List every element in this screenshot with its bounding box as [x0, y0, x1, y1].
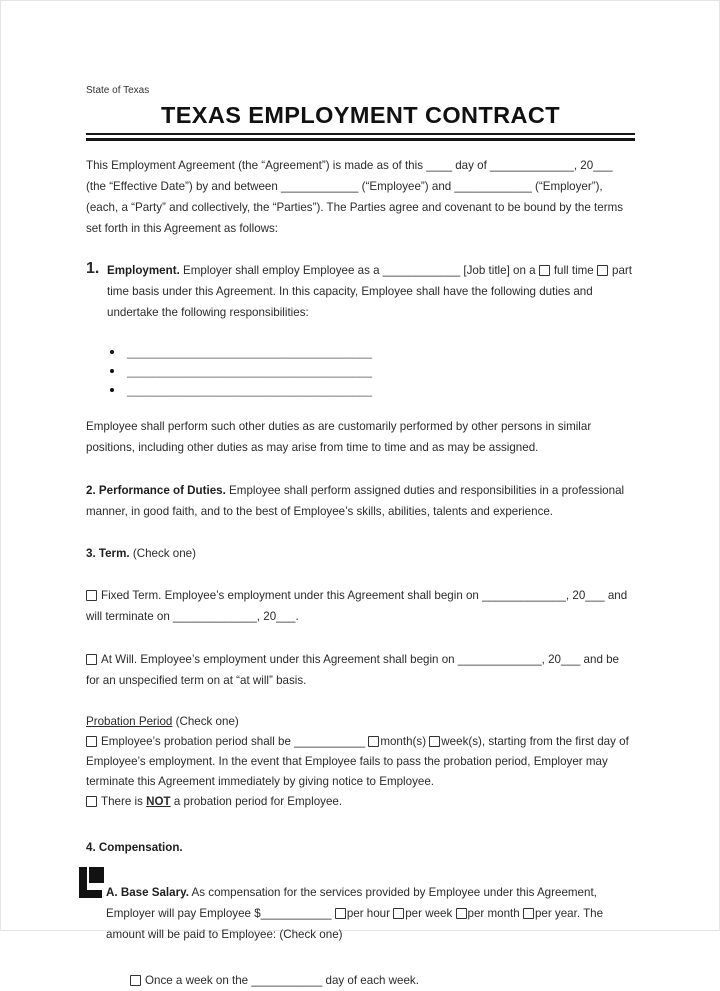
once-a-week-label: Once a week on the ___________ day of each week.	[145, 974, 419, 987]
term-check-one-label: (Check one)	[132, 547, 196, 560]
full-time-label: full time	[553, 264, 594, 277]
checkbox-fixed-term[interactable]	[86, 590, 97, 601]
months-label: month(s)	[380, 735, 427, 748]
duties-list	[110, 347, 635, 397]
employment-closing-paragraph: Employee shall perform such other duties as are customarily performed by other persons in similar positions, including other duties as may arise from time to time and as may be assigned.	[86, 420, 592, 454]
per-month-label: per month	[467, 907, 520, 920]
bullet-icon	[110, 350, 114, 354]
at-will-option	[86, 649, 635, 691]
probation-heading: Probation Period	[86, 715, 173, 728]
duty-blank-line[interactable]: ______________________________________	[127, 346, 373, 359]
fixed-term-label: Fixed Term.	[101, 589, 162, 602]
section-compensation-heading-row	[86, 837, 635, 858]
duty-blank-line[interactable]: ______________________________________	[127, 365, 373, 378]
section-term-heading: 3. Term.	[86, 547, 130, 560]
checkbox-probation-duration[interactable]	[86, 736, 97, 747]
checkbox-per-hour[interactable]	[335, 908, 346, 919]
once-a-week-option	[130, 970, 635, 991]
performance-text: Employee shall perform assigned duties and responsibilities in a professional manner, in good faith, and to the best of Employee’s skills, abilities, talents and experience.	[86, 484, 625, 518]
fixed-term-text: Employee’s employment under this Agreement shall begin on _____________, 20___ and will terminate on _____________, 20___.	[86, 589, 628, 623]
probation-period-block	[86, 712, 635, 812]
checkbox-months[interactable]	[368, 736, 379, 747]
weeks-label: week(s), starting from the first day of Employee’s employment. In the event that Employee fails to pass the probation period, Employer may terminate this Agreement immediately by giving notice to Employee.	[86, 735, 629, 788]
duty-blank-item	[110, 385, 635, 397]
document-title: TEXAS EMPLOYMENT CONTRACT	[160, 102, 561, 128]
section-performance-heading: 2. Performance of Duties.	[86, 484, 226, 497]
logo-horizontal-bar	[79, 890, 102, 898]
part-time-label: part time basis under this Agreement. In this capacity, Employee shall have the following duties and undertake the following responsibilities:	[107, 264, 632, 319]
at-will-label: At Will.	[101, 653, 138, 666]
logo-square-block	[89, 867, 104, 883]
at-will-text: Employee’s employment under this Agreement shall begin on _____________, 20___ and be for an unspecified term on at “at will” basis.	[86, 653, 620, 687]
section-employment	[86, 260, 635, 323]
base-salary-heading: A. Base Salary.	[106, 886, 189, 899]
checkbox-weeks[interactable]	[429, 736, 440, 747]
per-hour-label: per hour	[346, 907, 390, 920]
base-salary-block	[106, 882, 635, 945]
checkbox-part-time[interactable]	[597, 265, 608, 276]
checkbox-full-time[interactable]	[539, 265, 550, 276]
probation-check-one-label: (Check one)	[175, 715, 239, 728]
duty-blank-item	[110, 366, 635, 378]
per-year-label: per year. The amount will be paid to Employee: (Check one)	[106, 907, 604, 941]
duty-blank-item	[110, 347, 635, 359]
title-divider	[86, 133, 635, 141]
checkbox-per-week[interactable]	[393, 908, 404, 919]
no-probation-post: a probation period for Employee.	[173, 795, 343, 808]
section-employment-text	[107, 260, 635, 323]
legaltemplates-logo-icon	[79, 867, 109, 898]
section-performance	[86, 480, 635, 522]
fixed-term-option	[86, 585, 635, 627]
intro-paragraph: This Employment Agreement (the “Agreement”) is made as of this ____ day of _____________, 20___ (the “Effective Date”) by and between ____________ (“Employee”) and ____________ (“Employer”), (each, a “Party” and collectively, the “Parties”). The Parties agree and covenant to be bound by the terms set forth in this Agreement as follows:	[86, 159, 624, 235]
section-employment-heading: Employment.	[107, 264, 180, 277]
bullet-icon	[110, 369, 114, 373]
checkbox-per-month[interactable]	[456, 908, 467, 919]
section-compensation-heading: 4. Compensation.	[86, 841, 183, 854]
per-week-label: per week	[405, 907, 453, 920]
section-term-heading-row	[86, 543, 635, 564]
no-probation-pre: There is	[101, 795, 143, 808]
checkbox-at-will[interactable]	[86, 654, 97, 665]
no-probation-not-word: NOT	[146, 795, 171, 808]
bullet-icon	[110, 388, 114, 392]
duty-blank-line[interactable]: ______________________________________	[127, 384, 373, 397]
employment-lead-text: Employer shall employ Employee as a ____________ [Job title] on a	[183, 264, 536, 277]
state-label: State of Texas	[86, 85, 150, 96]
base-salary-lead: As compensation for the services provided by Employee under this Agreement, Employer will pay Employee $___________	[106, 886, 597, 920]
probation-duration-lead: Employee’s probation period shall be ___________	[101, 735, 366, 748]
checkbox-per-year[interactable]	[523, 908, 534, 919]
checkbox-once-a-week[interactable]	[130, 975, 141, 986]
section-employment-number: 1.	[86, 260, 100, 277]
checkbox-no-probation[interactable]	[86, 796, 97, 807]
